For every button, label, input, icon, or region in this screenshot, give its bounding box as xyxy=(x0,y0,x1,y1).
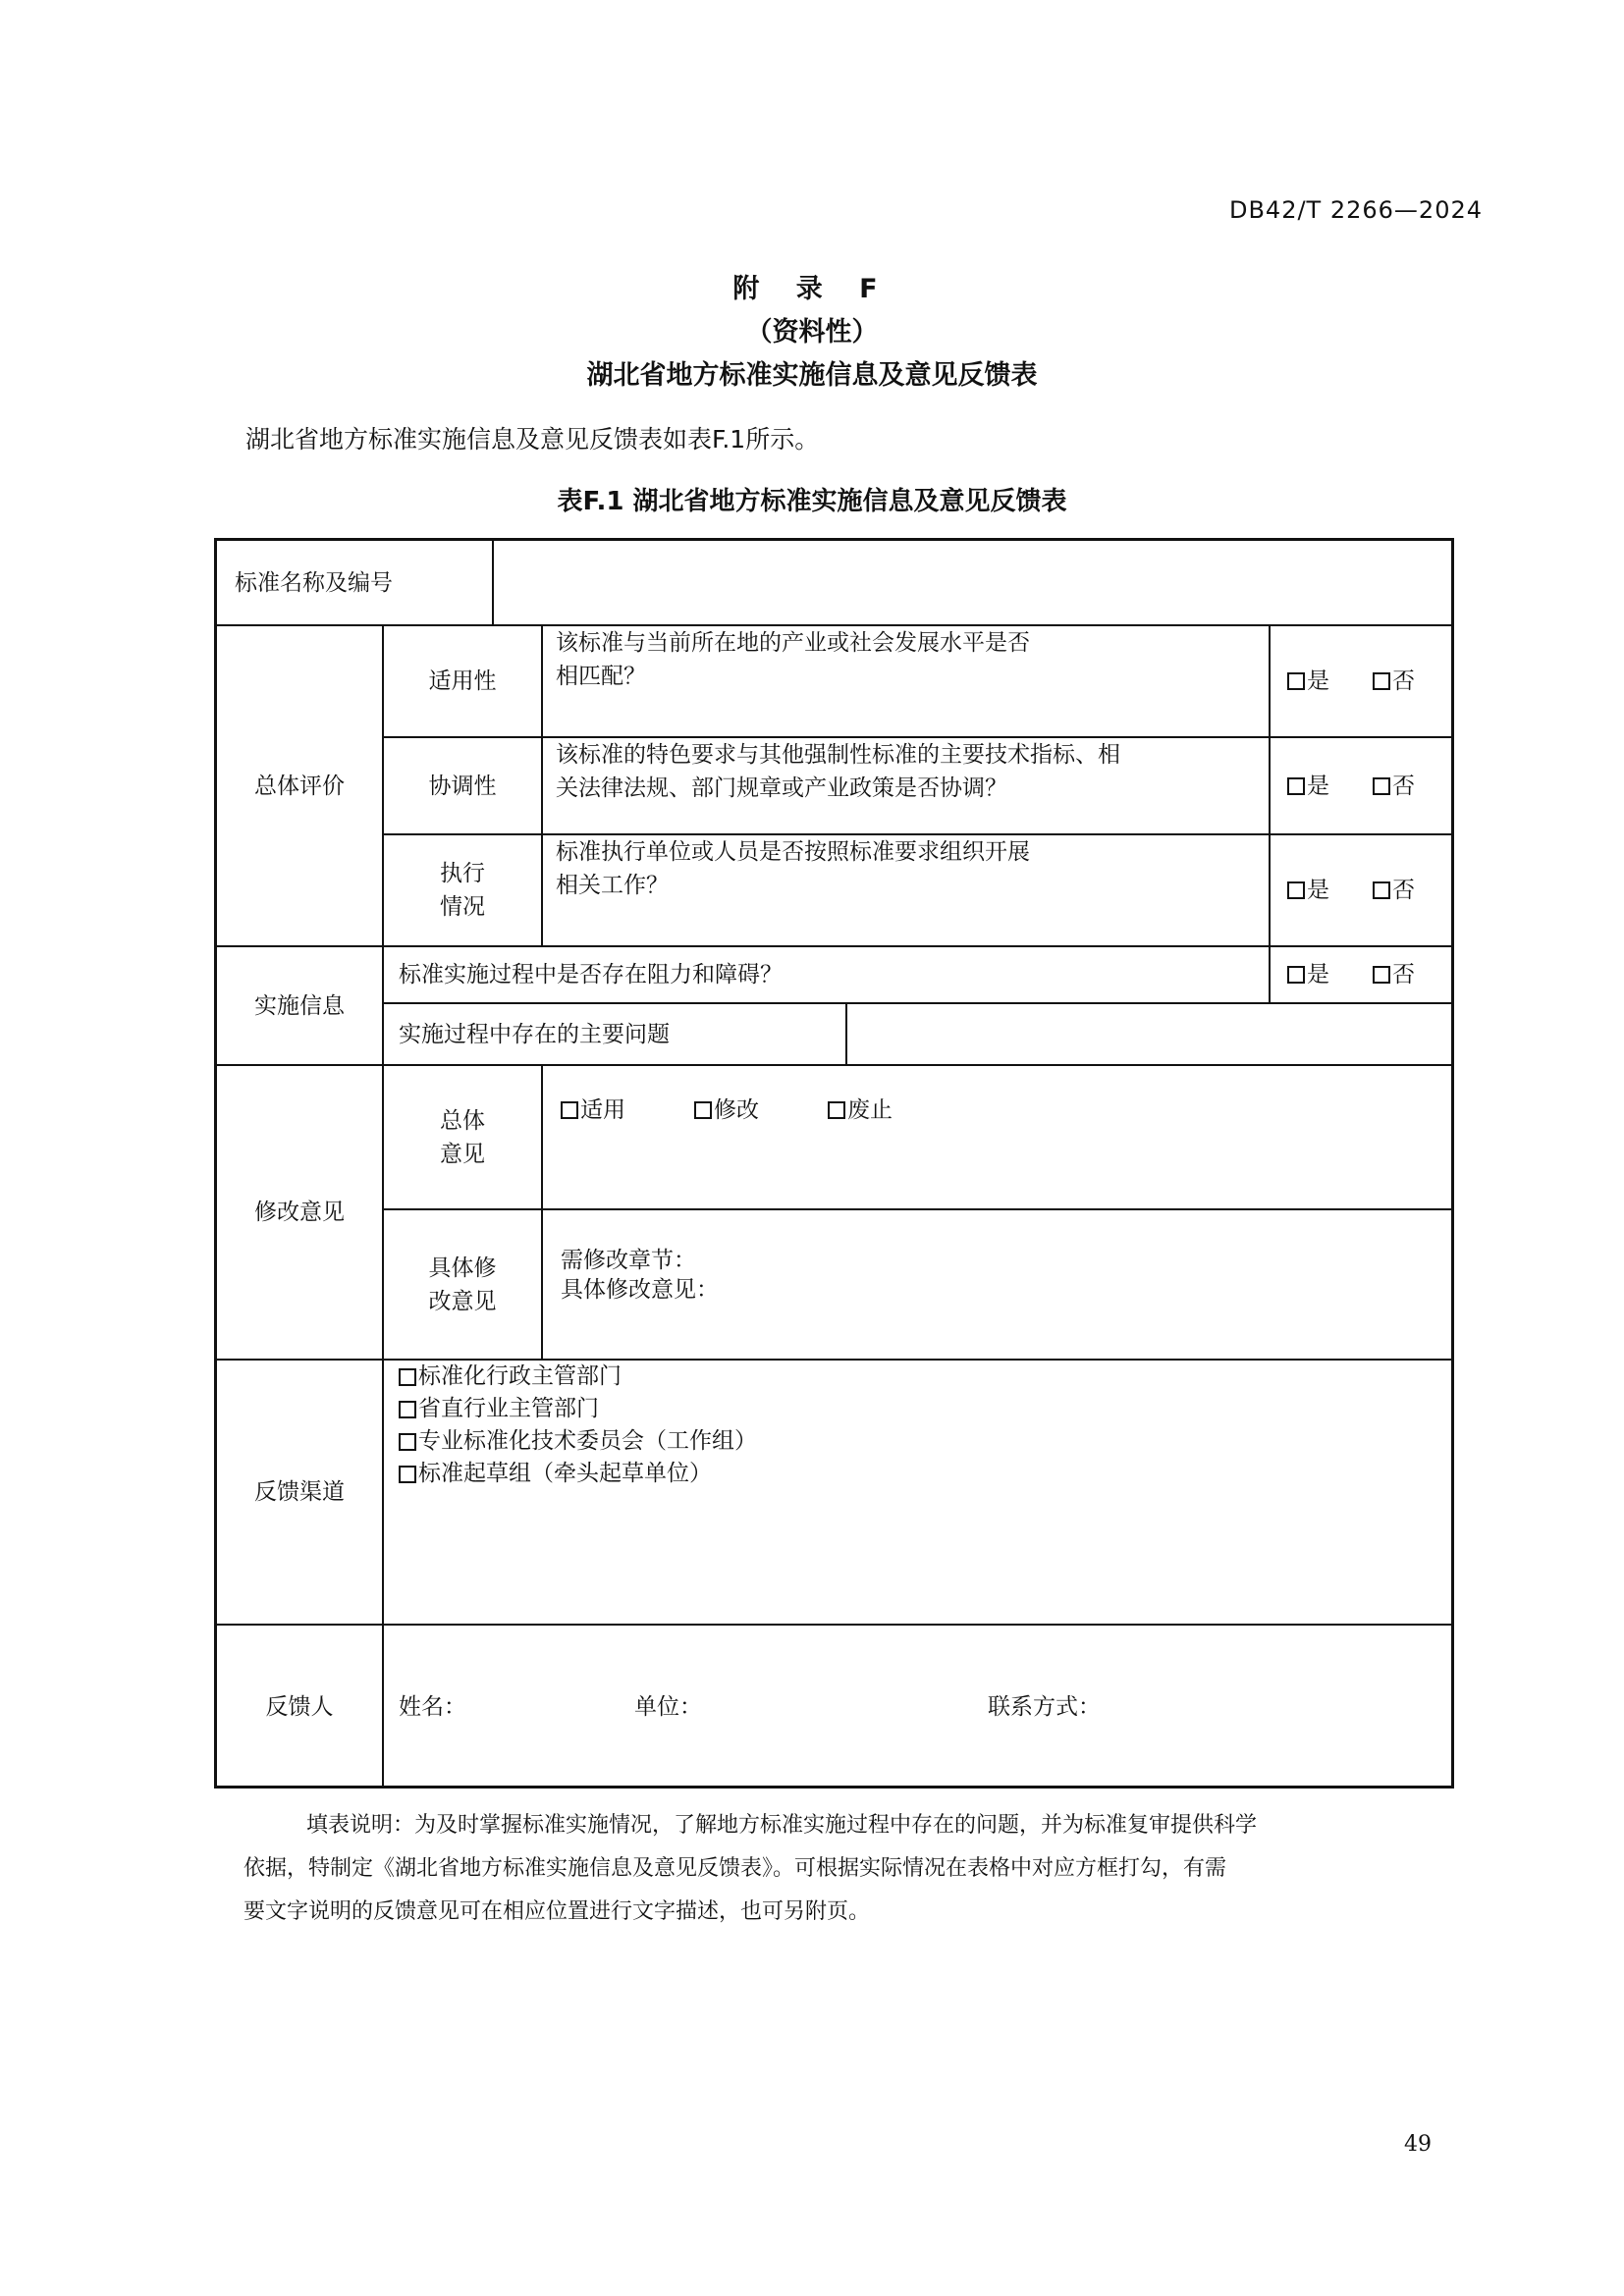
revision-opinion-label: 修改意见 xyxy=(254,1200,345,1225)
applicability-no-option[interactable]: 否 xyxy=(1373,665,1415,698)
checkbox-icon[interactable] xyxy=(399,1433,416,1451)
standard-name-label: 标准名称及编号 xyxy=(235,569,393,596)
contact-field[interactable]: 联系方式： xyxy=(988,1694,1101,1720)
checkbox-icon[interactable] xyxy=(1373,672,1390,690)
specific-opinion-label: 具体修 改意见 xyxy=(428,1255,497,1314)
execution-question-line-2: 相关工作？ xyxy=(556,873,669,898)
coordination-yes-option[interactable]: 是 xyxy=(1287,770,1329,803)
execution-yes-no xyxy=(1287,835,1454,945)
applicability-question xyxy=(556,626,1263,736)
channel-option-1[interactable]: 标准化行政主管部门 xyxy=(399,1361,622,1393)
abolish-option[interactable]: 废止 xyxy=(828,1094,893,1127)
checkbox-icon[interactable] xyxy=(1287,777,1305,795)
implementation-yes-no xyxy=(1287,947,1454,1002)
specific-opinion-text-label: 具体修改意见： xyxy=(561,1277,719,1303)
appendix-nature: （资料性） xyxy=(745,317,879,347)
checkbox-icon[interactable] xyxy=(828,1101,845,1119)
appendix-title: 湖北省地方标准实施信息及意见反馈表 xyxy=(586,360,1038,391)
feedback-channel-label: 反馈渠道 xyxy=(254,1479,345,1505)
checkbox-icon[interactable] xyxy=(1373,966,1390,984)
checkbox-icon[interactable] xyxy=(399,1466,416,1483)
coordination-label: 协调性 xyxy=(428,773,497,799)
note-line-2: 依据，特制定《湖北省地方标准实施信息及意见反馈表》。可根据实际情况在表格中对应方框打勾，有需 xyxy=(244,1856,1227,1881)
document-number: DB42/T 2266—2024 xyxy=(1228,196,1483,224)
implementation-info-label: 实施信息 xyxy=(254,992,345,1019)
applicability-yes-no xyxy=(1287,626,1454,736)
checkbox-icon[interactable] xyxy=(399,1401,416,1418)
implementation-yes-option[interactable]: 是 xyxy=(1287,958,1329,991)
note-line-1: 填表说明：为及时掌握标准实施情况，了解地方标准实施过程中存在的问题，并为标准复审提供科学 xyxy=(306,1813,1258,1838)
overall-evaluation-label: 总体评价 xyxy=(254,773,345,799)
execution-question xyxy=(556,835,1263,945)
main-problems-label: 实施过程中存在的主要问题 xyxy=(399,1021,670,1047)
specific-opinion-field[interactable] xyxy=(561,1210,1444,1359)
page-number: 49 xyxy=(1404,2132,1432,2157)
note-line-3: 要文字说明的反馈意见可在相应位置进行文字描述，也可另附页。 xyxy=(244,1899,871,1924)
modify-option[interactable]: 修改 xyxy=(694,1094,759,1127)
chapter-label: 需修改章节： xyxy=(561,1248,696,1273)
main-problems-field[interactable] xyxy=(847,1004,1454,1064)
checkbox-icon[interactable] xyxy=(399,1368,416,1386)
applicability-question-line-1: 该标准与当前所在地的产业或社会发展水平是否 xyxy=(556,630,1030,656)
coordination-yes-no xyxy=(1287,738,1454,833)
checkbox-icon[interactable] xyxy=(694,1101,712,1119)
name-field[interactable]: 姓名： xyxy=(399,1694,466,1720)
feedback-form-table xyxy=(214,538,1454,1789)
checkbox-icon[interactable] xyxy=(1287,672,1305,690)
feedback-person-label: 反馈人 xyxy=(265,1694,334,1720)
execution-question-line-1: 标准执行单位或人员是否按照标准要求组织开展 xyxy=(556,839,1030,865)
feedback-channel-options xyxy=(399,1361,1449,1624)
checkbox-icon[interactable] xyxy=(1373,881,1390,899)
checkbox-icon[interactable] xyxy=(1373,777,1390,795)
coordination-no-option[interactable]: 否 xyxy=(1373,770,1415,803)
unit-field[interactable]: 单位： xyxy=(634,1694,702,1720)
intro-text: 湖北省地方标准实施信息及意见反馈表如表F.1所示。 xyxy=(245,425,820,454)
checkbox-icon[interactable] xyxy=(1287,966,1305,984)
coordination-question xyxy=(556,738,1263,833)
implementation-no-option[interactable]: 否 xyxy=(1373,958,1415,991)
channel-option-2[interactable]: 省直行业主管部门 xyxy=(399,1393,599,1425)
coordination-question-line-1: 该标准的特色要求与其他强制性标准的主要技术指标、相 xyxy=(556,742,1120,768)
checkbox-icon[interactable] xyxy=(561,1101,578,1119)
overall-opinion-options xyxy=(561,1066,1444,1154)
channel-option-3[interactable]: 专业标准化技术委员会（工作组） xyxy=(399,1425,757,1458)
applicability-yes-option[interactable]: 是 xyxy=(1287,665,1329,698)
execution-no-option[interactable]: 否 xyxy=(1373,874,1415,907)
apply-option[interactable]: 适用 xyxy=(561,1094,625,1127)
implementation-question: 标准实施过程中是否存在阻力和障碍？ xyxy=(399,962,783,988)
standard-name-field[interactable] xyxy=(494,541,1454,624)
execution-yes-option[interactable]: 是 xyxy=(1287,874,1329,907)
coordination-question-line-2: 关法律法规、部门规章或产业政策是否协调？ xyxy=(556,775,1007,801)
checkbox-icon[interactable] xyxy=(1287,881,1305,899)
applicability-label: 适用性 xyxy=(428,668,497,694)
overall-opinion-label: 总体 意见 xyxy=(440,1107,485,1167)
channel-option-4[interactable]: 标准起草组（牵头起草单位） xyxy=(399,1458,712,1490)
applicability-question-line-2: 相匹配？ xyxy=(556,664,646,689)
appendix-label: 附 录 F xyxy=(732,274,892,304)
execution-label: 执行 情况 xyxy=(440,861,485,920)
table-caption: 表F.1 湖北省地方标准实施信息及意见反馈表 xyxy=(557,487,1067,516)
